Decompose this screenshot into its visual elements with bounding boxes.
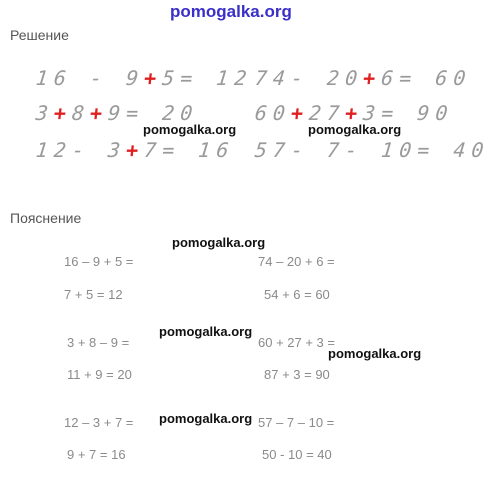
plus-sign: + [343,101,365,125]
watermark: pomogalka.org [143,122,237,137]
plus-sign: + [142,66,164,90]
explanation-result: 50 - 10 = 40 [262,447,332,462]
plus-sign: + [88,101,110,125]
explanation-expression: 3 + 8 – 9 = [67,335,130,350]
watermark: pomogalka.org [328,346,422,361]
watermark: pomogalka.org [159,411,253,426]
handwritten-number: 5= 12 [161,66,254,90]
explanation-result: 54 + 6 = 60 [264,287,330,302]
handwritten-number: 60 [253,101,293,125]
solution-heading: Решение [10,27,69,43]
solution-row-1-right [254,66,473,90]
plus-sign: + [124,138,146,162]
handwritten-number: 27 [307,101,347,125]
handwritten-number: 3= 90 [362,101,455,125]
handwritten-number: 74- 20 [253,66,365,90]
handwritten-number: 57- 7- 10= 40 [253,138,491,162]
handwritten-number: 8 [70,101,92,125]
solution-row-3-left [35,138,236,162]
watermark: pomogalka.org [172,235,266,250]
explanation-expression: 74 – 20 + 6 = [258,254,335,269]
plus-sign: + [289,101,311,125]
explanation-result: 87 + 3 = 90 [264,367,330,382]
plus-sign: + [52,101,74,125]
handwritten-number: 16 - 9 [34,66,146,90]
explanation-heading: Пояснение [10,210,82,226]
handwritten-number: 9= 20 [106,101,200,125]
explanation-expression: 16 – 9 + 5 = [64,254,134,269]
explanation-result: 11 + 9 = 20 [67,367,132,382]
watermark: pomogalka.org [159,324,253,339]
handwritten-number: 3 [34,101,56,125]
explanation-result: 9 + 7 = 16 [67,447,126,462]
handwritten-number: 12- 3 [34,138,128,162]
explanation-expression: 12 – 3 + 7 = [64,415,134,430]
solution-row-1-left [35,66,254,90]
handwritten-number: 6= 60 [380,66,473,90]
watermark: pomogalka.org [308,122,402,137]
explanation-expression: 60 + 27 + 3 = [258,335,335,350]
plus-sign: + [361,66,383,90]
solution-row-3-right [254,138,491,162]
explanation-result: 7 + 5 = 12 [64,287,123,302]
handwritten-number: 7= 16 [143,138,236,162]
explanation-expression: 57 – 7 – 10 = [258,415,335,430]
site-logo[interactable]: pomogalka.org [170,2,292,21]
